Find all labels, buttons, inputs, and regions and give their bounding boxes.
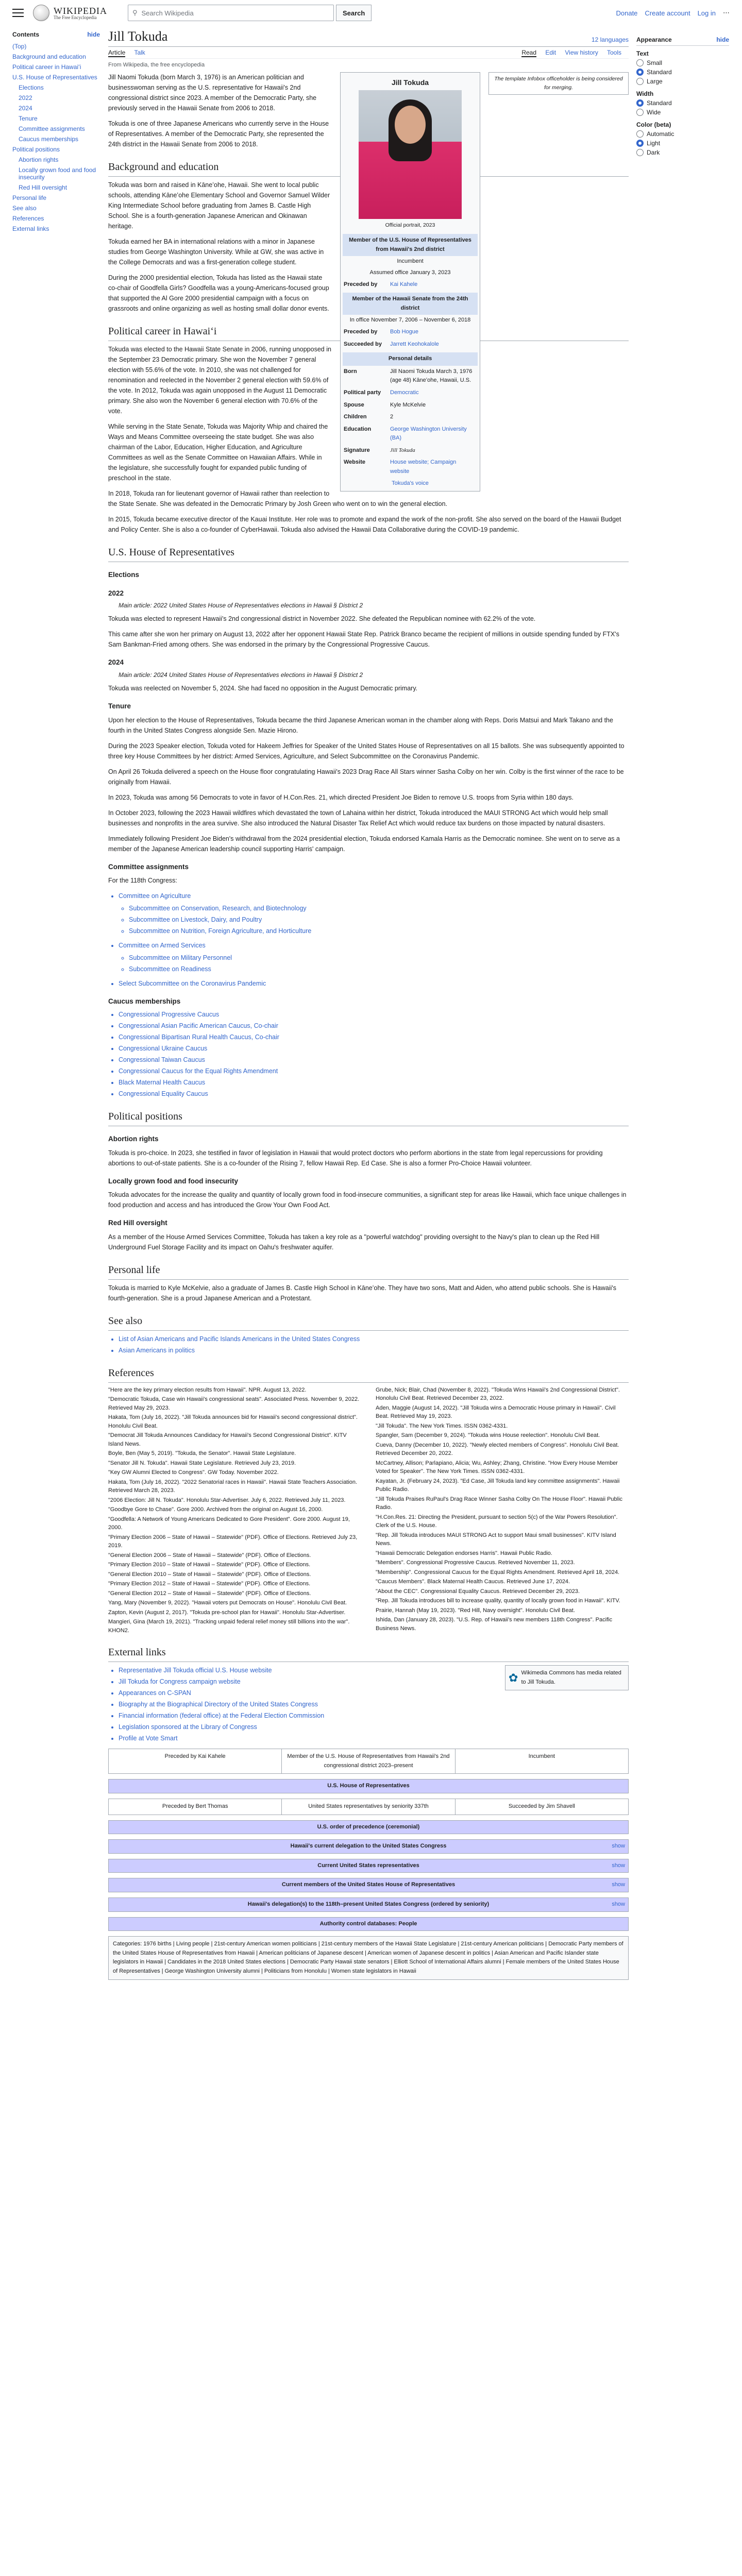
reference-item[interactable]: "Senator Jill N. Tokuda". Hawaii State Legislature. Retrieved July 23, 2019.: [108, 1460, 296, 1466]
toc-item[interactable]: U.S. House of Representatives: [12, 74, 97, 81]
references-list: [108, 1386, 629, 1635]
paragraph: Tokuda was elected to represent Hawaii's 2nd congressional district in November 2022. She defeated the Republican nominee with 62.2% of the vote.: [108, 615, 536, 623]
color-automatic-option[interactable]: [636, 130, 729, 138]
article-content: [108, 26, 629, 1980]
toc-item[interactable]: Locally grown food and food insecurity: [19, 166, 96, 181]
info-value: Jill Naomi Tokuda March 3, 1976 (age 48) Kāneʻohe, Hawaii, U.S.: [390, 368, 473, 384]
reference-item[interactable]: Boyle, Ben (May 5, 2019). "Tokuda, the Senator". Hawaii State Legislature.: [108, 1450, 296, 1457]
toc-item[interactable]: Red Hill oversight: [19, 184, 68, 191]
color-light-option[interactable]: [636, 140, 729, 147]
list-item[interactable]: • Jill Tokuda for Congress campaign website: [119, 1676, 629, 1687]
paragraph: In 2018, Tokuda ran for lieutenant governor of Hawaii rather than reelection to the State Senate. She was defeated in the Democratic Primary by Josh Green who went on to win the general election.: [108, 490, 448, 507]
list-item[interactable]: • Financial information (federal office) at the Federal Election Commission: [119, 1710, 629, 1721]
appearance-panel: [636, 31, 729, 158]
navbox[interactable]: [108, 1917, 629, 1931]
info-value: Kyle McKelvie: [390, 401, 426, 408]
subsection-heading: 2024: [108, 658, 124, 667]
paragraph: In 2023, Tokuda was among 56 Democrats to vote in favor of H.Con.Res. 21, which directed President Joe Biden to remove U.S. troops from Syria within 180 days.: [108, 793, 574, 801]
page-tabs: [108, 49, 629, 59]
navbox[interactable]: [108, 1878, 629, 1892]
info-key: Spouse: [344, 401, 364, 408]
subsection-heading: Red Hill oversight: [108, 1219, 167, 1227]
subsection-heading: Caucus memberships: [108, 997, 181, 1006]
width-label: Width: [636, 90, 654, 97]
reference-item[interactable]: "Key GW Alumni Elected to Congress". GW Today. November 2022.: [108, 1469, 279, 1476]
radio-label: Automatic: [647, 130, 674, 138]
reference-item[interactable]: "Hawaii Democratic Delegation endorses Harris". Hawaii Public Radio.: [376, 1550, 552, 1556]
reference-item[interactable]: "Goodfella: A Network of Young Americans Dedicated to Gore President". Gore 2000. August 19, 2000.: [108, 1516, 350, 1531]
subsection-heading: 2022: [108, 589, 124, 597]
appearance-title: Appearance: [636, 36, 672, 43]
toc-item[interactable]: 2024: [19, 105, 32, 112]
reference-item[interactable]: Cueva, Danny (December 10, 2022). "Newly elected members of Congress". Honolulu Civil Beat. Retrieved December 20, 2022.: [376, 1442, 619, 1457]
commons-text: Wikimedia Commons has media related to Jill Tokuda.: [521, 1670, 621, 1685]
personal-head: Personal details: [343, 352, 478, 366]
toc-item[interactable]: Committee assignments: [19, 125, 85, 132]
list-item[interactable]: • Committee on Agriculture: [119, 891, 629, 901]
info-value: 2: [390, 414, 394, 420]
list-item[interactable]: ◦ Subcommittee on Nutrition, Foreign Agriculture, and Horticulture: [129, 926, 629, 936]
preceded-value[interactable]: Kai Kahele: [390, 281, 418, 287]
width-standard-option[interactable]: [636, 99, 729, 107]
see-also-list: [108, 1334, 629, 1355]
portrait-caption: Official portrait, 2023: [385, 222, 435, 229]
subsection-heading: Tenure: [108, 702, 131, 710]
succession-preceded: Preceded by Kai Kahele: [109, 1749, 282, 1773]
search-placeholder: Search Wikipedia: [141, 9, 194, 17]
navbox-show-button[interactable]: show: [612, 1843, 625, 1850]
tab-tools[interactable]: Tools: [606, 49, 621, 56]
info-key: Signature: [344, 447, 370, 453]
section-heading: U.S. House of Representatives: [108, 544, 629, 562]
radio-label: Large: [647, 78, 663, 85]
senate-preceded-label: Preceded by: [344, 328, 378, 335]
list-item[interactable]: • Select Subcommittee on the Coronavirus Pandemic: [119, 978, 629, 989]
reference-item[interactable]: "Primary Election 2010 – State of Hawaii – Statewide" (PDF). Office of Elections.: [108, 1562, 311, 1568]
page-title: Jill Tokuda: [108, 29, 168, 44]
list-item[interactable]: • Congressional Equality Caucus: [119, 1089, 629, 1099]
text-large-option[interactable]: [636, 78, 729, 85]
radio-label: Standard: [647, 69, 672, 76]
reference-item[interactable]: "Here are the key primary election results from Hawaii". NPR. August 13, 2022.: [108, 1386, 307, 1393]
list-item[interactable]: • Congressional Bipartisan Rural Health Caucus, Co-chair: [119, 1032, 629, 1042]
list-item[interactable]: • Appearances on C-SPAN: [119, 1688, 629, 1698]
paragraph: This came after she won her primary on August 13, 2022 after her opponent Hawaii State Rep. Patrick Branco became the recipient of millions in outside spending funded by FTX's Sam Bankman-Fried among others. She was endorsed in the primary by the Congressional Progressive Caucus.: [108, 631, 619, 649]
donate-link[interactable]: Donate: [616, 9, 638, 17]
reference-item[interactable]: "About the CEC". Congressional Equality Caucus. Retrieved December 29, 2023.: [376, 1588, 580, 1595]
toc-item[interactable]: Caucus memberships: [19, 135, 79, 143]
succession-box: [108, 1799, 629, 1815]
radio-icon: [636, 99, 644, 107]
toc-item[interactable]: Elections: [19, 84, 44, 91]
succession-box: [108, 1749, 629, 1774]
paragraph: While serving in the State Senate, Tokuda was Majority Whip and chaired the Ways and Means Committee overseeing the state budget. She was also chairman of the Labor, Education, Higher Education, and Agriculture Committees as well as the Senate Committee on Hawaiian Affairs. While in the legislature, she successfully fought for expanded public funding of preschool in the state.: [108, 423, 328, 482]
navbox[interactable]: [108, 1859, 629, 1873]
paragraph: Tokuda was born and raised in Kāneʻohe, Hawaii. She went to local public schools, attending Kāneʻohe Elementary School and Governor Samuel Wilder King Intermediate School before graduating from James B. Castle High School. She is a fourth-generation Japanese American and Okinawan heritage.: [108, 181, 330, 230]
navbox: [108, 1779, 629, 1793]
section-heading: Political career in Hawaiʻi: [108, 323, 629, 341]
toc-item[interactable]: 2022: [19, 94, 32, 101]
list-item[interactable]: ◦ Subcommittee on Livestock, Dairy, and Poultry: [129, 914, 629, 925]
succession-following: Incumbent: [528, 1753, 555, 1760]
paragraph: During the 2000 presidential election, Tokuda has listed as the Hawaii state co-chair of Goodfella Girls? Goodfella was a young-Americans-focused group that supported the Al Gore 2000 presidential campaign with a focus on grassroots and online organizing as well as hosting small dollar donor events.: [108, 274, 329, 312]
senate-preceded[interactable]: Bob Hogue: [390, 328, 419, 335]
radio-icon: [636, 130, 644, 138]
intro-paragraph: Jill Naomi Tokuda (born March 3, 1976) is an American politician and businesswoman serving as the U.S. representative for Hawaii's 2nd congressional district since 2023. A member of the Democratic Party, she previously served in the Hawaii Senate from 2006 to 2018.: [108, 74, 317, 112]
paragraph: Tokuda is pro-choice. In 2023, she testified in favor of legislation in Hawaii that would protect doctors who perform abortions in the state from legal repercussions for providing abortions to out-of-state patients. She is a co-founder of the Rising 7, fellow Hawaii Rep. Ed Case. She is also a former Pro-Choice Hawaii volunteer.: [108, 1149, 603, 1167]
paragraph: Upon her election to the House of Representatives, Tokuda became the third Japanese American woman in the chamber along with Reps. Doris Matsui and Mark Takano and the fourth in the United States Congress alongside Sen. Mazie Hirono.: [108, 716, 613, 734]
main-article-note[interactable]: Main article: 2024 United States House of Representatives elections in Hawaii § District 2: [119, 671, 363, 679]
section-heading: References: [108, 1365, 629, 1383]
reference-item[interactable]: Spangler, Sam (December 9, 2024). "Tokuda wins House reelection". Honolulu Civil Beat.: [376, 1432, 600, 1439]
reference-item[interactable]: "Caucus Members". Black Maternal Health Caucus. Retrieved June 17, 2024.: [376, 1579, 570, 1585]
navbox-title: Authority control databases: People: [319, 1920, 417, 1927]
paragraph: During the 2023 Speaker election, Tokuda voted for Hakeem Jeffries for Speaker of the United States House of Representatives on all 15 ballots. She was subsequently appointed to three key House Committees by her district: Armed Services, Agriculture, and Select Subcommittee on the Coronavirus Pandemic.: [108, 742, 625, 760]
reference-item[interactable]: Mangieri, Gina (March 19, 2021). "Tracking unpaid federal relief money still billions into the war". KHON2.: [108, 1619, 350, 1634]
section-heading: Background and education: [108, 159, 629, 177]
merge-notice: The template Infobox officeholder is being considered for merging.: [488, 72, 629, 95]
reference-item[interactable]: "Members". Congressional Progressive Caucus. Retrieved November 11, 2023.: [376, 1560, 575, 1566]
paragraph: For the 118th Congress:: [108, 877, 177, 885]
color-dark-option[interactable]: [636, 149, 729, 156]
navbox-show-button[interactable]: show: [612, 1901, 625, 1907]
radio-icon: [636, 109, 644, 116]
tagline: The Free Encyclopedia: [54, 14, 97, 20]
subsection-heading: Committee assignments: [108, 862, 189, 871]
info-value[interactable]: House website; Campaign website: [390, 459, 457, 475]
list-item[interactable]: • Black Maternal Health Caucus: [119, 1077, 629, 1088]
tab-talk[interactable]: Talk: [134, 49, 145, 56]
globe-icon: [33, 5, 49, 21]
toc-item[interactable]: See also: [12, 205, 37, 212]
caucus-list: [108, 1009, 629, 1099]
paragraph: Tokuda earned her BA in international relations with a minor in Japanese studies from George Washington University. While at GW, she was active in the College Democrats and was a first-generation college student.: [108, 238, 324, 266]
create-account-link[interactable]: Create account: [645, 9, 690, 17]
radio-label: Dark: [647, 149, 660, 156]
reference-item[interactable]: Yang, Mary (November 9, 2022). "Hawaii voters put Democrats on House". Honolulu Civil Beat.: [108, 1600, 347, 1606]
reference-item[interactable]: "Rep. Jill Tokuda introduces MAUI STRONG Act to support Maui small businesses". KITV Island News.: [376, 1532, 616, 1547]
committee-list: [108, 891, 629, 989]
radio-icon: [636, 149, 644, 156]
wikipedia-logo[interactable]: [33, 5, 107, 21]
reference-item[interactable]: Ishida, Dan (January 28, 2023). "U.S. Rep. of Hawaii's new members 118th Congress". Pacific Business News.: [376, 1617, 613, 1632]
list-item[interactable]: • Representative Jill Tokuda official U.S. House website: [119, 1665, 629, 1675]
infobox: [340, 72, 480, 492]
toc-item[interactable]: Abortion rights: [19, 156, 59, 163]
toc-item[interactable]: Tenure: [19, 115, 38, 122]
reference-item[interactable]: Prairie, Hannah (May 19, 2023). "Red Hill, Navy oversight". Honolulu Civil Beat.: [376, 1607, 575, 1614]
list-item[interactable]: • Committee on Armed Services: [119, 940, 629, 951]
preceded-label: Preceded by: [344, 281, 378, 287]
reference-item[interactable]: "Democrat Jill Tokuda Announces Candidacy for Hawaii's Second Congressional District". KITV Island News.: [108, 1432, 347, 1447]
tab-edit[interactable]: Edit: [545, 49, 556, 56]
reference-item[interactable]: Grube, Nick; Blair, Chad (November 8, 2022). "Tokuda Wins Hawaii's 2nd Congressional District". Honolulu Civil Beat. Retrieved December 23, 2022.: [376, 1386, 620, 1402]
categories-box[interactable]: Categories: 1976 births | Living people | 21st-century American women politicians | 21st-century members of the Hawaii State Legislature | 21st-century American politicians | Democratic Party members of the United States House of Representatives from Hawaii | American politicians of Japanese descent | American women of Japanese descent in politics | Asian American and Pacific Islander state legislators in Hawaii | Candidates in the 2018 United States elections | Democratic Party Hawaii state senators | Elliott School of International Affairs alumni | Female members of the United States House of Representatives | George Washington University alumni | Politicians from Honolulu | Women state legislators in Hawaii: [108, 1936, 629, 1979]
radio-label: Wide: [647, 109, 661, 116]
navbox: [108, 1820, 629, 1835]
radio-label: Light: [647, 140, 661, 147]
reference-item[interactable]: "Jill Tokuda". The New York Times. ISSN 0362-4331.: [376, 1422, 508, 1429]
subsection-heading: Locally grown food and food insecurity: [108, 1177, 239, 1185]
info-key: Children: [344, 414, 367, 420]
header: [0, 0, 742, 26]
reference-item[interactable]: "Democratic Tokuda, Case win Hawaii's congressional seats". Associated Press. November 9, 2022. Retrieved May 29, 2023.: [108, 1396, 360, 1411]
subsection-heading: Elections: [108, 571, 140, 579]
paragraph: In October 2023, following the 2023 Hawaii wildfires which devastated the town of Lahaina within her district, Tokuda introduced the MAUI STRONG Act which would help small businesses and nonprofits in the area survive. She also introduced the Natural Disaster Tax Relief Act which would reduce tax burdens on those impacted by natural disasters.: [108, 809, 608, 827]
succession-title: Member of the U.S. House of Representatives from Hawaii's 2nd congressional district 2023–present: [282, 1749, 455, 1773]
info-key: Website: [344, 459, 365, 466]
toc-title: Contents: [12, 31, 39, 38]
toc-item[interactable]: External links: [12, 225, 49, 232]
list-item[interactable]: • Congressional Caucus for the Equal Rights Amendment: [119, 1066, 629, 1076]
reference-item[interactable]: "Primary Election 2012 – State of Hawaii – Statewide" (PDF). Office of Elections.: [108, 1581, 311, 1587]
appearance-hide[interactable]: hide: [716, 36, 729, 43]
radio-icon: [636, 59, 644, 66]
reference-item[interactable]: "General Election 2010 – State of Hawaii – Statewide" (PDF). Office of Elections.: [108, 1571, 311, 1578]
section-heading: See also: [108, 1313, 629, 1331]
radio-label: Small: [647, 59, 663, 66]
paragraph: Tokuda is married to Kyle McKelvie, also a graduate of James B. Castle High School in Kāneʻohe. They have two sons, Matt and Aiden, who attend public schools. She is Hawaii's fourth-generation. She is a proud Japanese American and a Protestant.: [108, 1284, 617, 1302]
toc-item[interactable]: Political positions: [12, 146, 60, 153]
commons-box[interactable]: [505, 1665, 629, 1690]
navbox-show-button[interactable]: show: [612, 1862, 625, 1869]
paragraph: As a member of the House Armed Services Committee, Tokuda has taken a key role as a "powerful watchdog" providing oversight to the Navy's plan to clean up the Red Hill Underground Fuel Storage Facility and its impact on Oahu's freshwater aquifer.: [108, 1233, 600, 1251]
color-label: Color (beta): [636, 121, 671, 128]
info-value[interactable]: George Washington University (BA): [390, 426, 467, 442]
list-item[interactable]: • Profile at Vote Smart: [119, 1733, 629, 1743]
navbox-title: Current members of the United States House of Representatives: [281, 1882, 456, 1888]
table-of-contents: [12, 31, 100, 234]
search-button[interactable]: Search: [336, 5, 372, 21]
main-menu-icon[interactable]: [12, 9, 24, 17]
info-value[interactable]: Democratic: [390, 389, 419, 396]
reference-item[interactable]: "Jill Tokuda Praises RuPaul's Drag Race Winner Sasha Colby On The House Floor". Hawaii Public Radio.: [376, 1496, 623, 1511]
assumed-office: Assumed office January 3, 2023: [369, 269, 451, 276]
paragraph: Immediately following President Joe Biden's withdrawal from the 2024 presidential election, Tokuda endorsed Kamala Harris as the Democratic nominee. She went on to serve as a member of the Japanese American leadership council supporting Harris' campaign.: [108, 835, 620, 853]
navbox-title: U.S. order of precedence (ceremonial): [109, 1821, 628, 1834]
list-item[interactable]: • Congressional Taiwan Caucus: [119, 1055, 629, 1065]
list-item[interactable]: • Asian Americans in politics: [119, 1345, 629, 1355]
radio-icon: [636, 78, 644, 85]
info-key: Education: [344, 426, 372, 432]
navbox-title: Hawaii's delegation(s) to the 118th–present United States Congress (ordered by seniority): [247, 1901, 490, 1907]
reference-item[interactable]: Kayatan, Jr. (February 24, 2023). "Ed Case, Jill Tokuda land key committee assignments". Hawaii Public Radio.: [376, 1478, 620, 1493]
senate-succeeded-label: Succeeded by: [344, 341, 382, 347]
reference-item[interactable]: "2006 Election: Jill N. Tokuda". Honolulu Star-Advertiser. July 6, 2022. Retrieved July 11, 2023.: [108, 1497, 346, 1503]
paragraph: On April 26 Tokuda delivered a speech on the House floor congratulating Hawaii's 2023 Drag Race All Stars winner Sasha Colby on her win. Colby is the first winner of the race to be originally from Hawaii.: [108, 768, 624, 786]
toc-item[interactable]: Personal life: [12, 194, 47, 201]
reference-item[interactable]: "General Election 2006 – State of Hawaii – Statewide" (PDF). Office of Elections.: [108, 1552, 311, 1558]
reference-item[interactable]: "General Election 2012 – State of Hawaii – Statewide" (PDF). Office of Elections.: [108, 1590, 311, 1597]
reference-item[interactable]: Aden, Maggie (August 14, 2022). "Jill Tokuda wins a Democratic House primary in Hawaii". Civil Beat. Retrieved May 19, 2023.: [376, 1404, 616, 1420]
radio-icon: [636, 69, 644, 76]
incumbent-label: Incumbent: [397, 258, 424, 265]
width-wide-option[interactable]: [636, 109, 729, 116]
text-standard-option[interactable]: [636, 69, 729, 76]
toc-hide-button[interactable]: hide: [87, 31, 100, 38]
subsection-heading: Abortion rights: [108, 1134, 159, 1143]
succession-title: United States representatives by seniority 337th: [282, 1799, 455, 1815]
search-input[interactable]: [128, 5, 334, 21]
navbox-title: U.S. House of Representatives: [109, 1780, 628, 1793]
list-item[interactable]: ◦ Subcommittee on Military Personnel: [129, 953, 629, 963]
succession-preceded: Preceded by Bert Thomas: [109, 1799, 282, 1815]
paragraph: Tokuda was elected to the Hawaii State Senate in 2006, running unopposed in the September 23 Democratic primary. She won the November 7 general election with 55.6% of the vote. In 2010, she was not challenged for renomination and reelected in the November 2 general election with 59.6% of the vote. In 2012, Tokuda was again unopposed in the August 11 Democratic primary. She also won the November 6 general election with 70.6% of the vote.: [108, 346, 331, 415]
wordmark: WIKIPEDIA: [54, 5, 107, 16]
toc-item[interactable]: References: [12, 215, 44, 222]
navbox-show-button[interactable]: show: [612, 1882, 625, 1888]
portrait-image[interactable]: [359, 90, 462, 219]
list-item[interactable]: ◦ Subcommittee on Conservation, Research, and Biotechnology: [129, 903, 629, 913]
reference-item[interactable]: "Goodbye Gore to Chase". Gore 2000. Archived from the original on August 16, 2000.: [108, 1506, 323, 1513]
reference-item[interactable]: Hakata, Tom (July 16, 2022). "Jill Tokuda announces bid for Hawaii's second congressional district". Honolulu Civil Beat.: [108, 1414, 358, 1429]
list-item[interactable]: • Congressional Ukraine Caucus: [119, 1043, 629, 1054]
info-key: Political party: [344, 389, 381, 396]
list-item[interactable]: • Legislation sponsored at the Library of Congress: [119, 1722, 629, 1732]
section-heading: External links: [108, 1644, 629, 1662]
language-selector[interactable]: 12 languages: [591, 36, 629, 43]
list-item[interactable]: • List of Asian Americans and Pacific Islands Americans in the United States Congress: [119, 1334, 629, 1344]
section-heading: Political positions: [108, 1108, 629, 1126]
navbox[interactable]: [108, 1897, 629, 1912]
navbox-title: Hawaii's current delegation to the United States Congress: [290, 1843, 447, 1850]
list-item[interactable]: • Congressional Asian Pacific American Caucus, Co-chair: [119, 1021, 629, 1031]
infobox-title: Jill Tokuda: [391, 78, 429, 87]
search-icon: ⚲: [132, 9, 138, 16]
reference-item[interactable]: "Membership". Congressional Caucus for the Equal Rights Amendment. Retrieved April 18, 2024.: [376, 1569, 620, 1575]
tab-history[interactable]: View history: [565, 49, 598, 56]
voice-link[interactable]: Tokuda's voice: [392, 480, 429, 486]
signature: Jill Tokuda: [390, 447, 415, 453]
intro-paragraph: Tokuda is one of three Japanese Americans who currently serve in the House of Representatives. A member of the Democratic Party, she represented the 24th district in the Hawaii Senate from 2006 to 2018.: [108, 120, 329, 148]
from-wikipedia: From Wikipedia, the free encyclopedia: [108, 62, 205, 68]
tab-article[interactable]: Article: [108, 49, 126, 56]
section-heading: Personal life: [108, 1262, 629, 1280]
reference-item[interactable]: Hakata, Tom (July 16, 2022). "2022 Senatorial races in Hawaii". Hawaii State Teachers Association. Retrieved March 28, 2023.: [108, 1479, 358, 1494]
office-title: Member of the U.S. House of Representatives from Hawaii's 2nd district: [343, 234, 478, 256]
text-small-option[interactable]: [636, 59, 729, 66]
succession-following: Succeeded by Jim Shavell: [508, 1803, 575, 1809]
paragraph: In 2015, Tokuda became executive director of the Kauai Institute. Her role was to promote and expand the work of the non-profit. She also served on the board of the Hawaii Budget and Policy Center. She is also a co-founder of CyberHawaii. Tokuda also advised the Hawaii Data Collaborative during the COVID-19 pandemic.: [108, 516, 621, 533]
reference-item[interactable]: "Rep. Jill Tokuda introduces bill to increase quality, quantity of locally grown food in Hawaii". KITV.: [376, 1598, 620, 1604]
more-options-icon[interactable]: ⋯: [723, 9, 730, 16]
main-article-note[interactable]: Main article: 2022 United States House of Representatives elections in Hawaii § District 2: [119, 602, 363, 609]
paragraph: Tokuda advocates for the increase the quality and quantity of locally grown food in food-insecure communities, a significant step for areas like Hawaii, which face unique challenges in food production and access and has introduced the Grow Your Own Food Act.: [108, 1191, 627, 1209]
list-item[interactable]: ◦ Subcommittee on Readiness: [129, 964, 629, 974]
reference-item[interactable]: Zapton, Kevin (August 2, 2017). "Tokuda pre-school plan for Hawaii". Honolulu Star-Advertiser.: [108, 1609, 346, 1616]
senate-succeeded[interactable]: Jarrett Keohokalole: [390, 341, 439, 347]
info-key: Born: [344, 368, 357, 375]
reference-item[interactable]: "H.Con.Res. 21: Directing the President, pursuant to section 5(c) of the War Powers Resolution". Clerk of the U.S. House.: [376, 1514, 618, 1529]
radio-label: Standard: [647, 99, 672, 107]
toc-item[interactable]: Background and education: [12, 53, 86, 60]
tab-read[interactable]: Read: [521, 49, 536, 56]
toc-item[interactable]: Political career in Hawaiʻi: [12, 63, 81, 71]
reference-item[interactable]: "Primary Election 2006 – State of Hawaii – Statewide" (PDF). Office of Elections. Retrieved July 23, 2019.: [108, 1534, 358, 1549]
radio-icon: [636, 140, 644, 147]
list-item[interactable]: • Biography at the Biographical Directory of the United States Congress: [119, 1699, 629, 1709]
commons-icon: ✿: [509, 1671, 518, 1685]
senate-title: Member of the Hawaii Senate from the 24th district: [343, 293, 478, 315]
toc-item[interactable]: (Top): [12, 43, 27, 50]
list-item[interactable]: • Congressional Progressive Caucus: [119, 1009, 629, 1020]
login-link[interactable]: Log in: [697, 9, 716, 17]
text-size-label: Text: [636, 50, 649, 57]
navbox-title: Current United States representatives: [317, 1862, 419, 1869]
senate-term: In office November 7, 2006 – November 6, 2018: [349, 317, 471, 324]
navbox[interactable]: [108, 1839, 629, 1854]
paragraph: Tokuda was reelected on November 5, 2024. She had faced no opposition in the August Democratic primary.: [108, 685, 418, 692]
reference-item[interactable]: McCartney, Allison; Parlapiano, Alicia; Wu, Ashley; Zhang, Christine. "How Every House Member Voted for Speaker". The New York Times. ISSN 0362-4331.: [376, 1460, 618, 1475]
